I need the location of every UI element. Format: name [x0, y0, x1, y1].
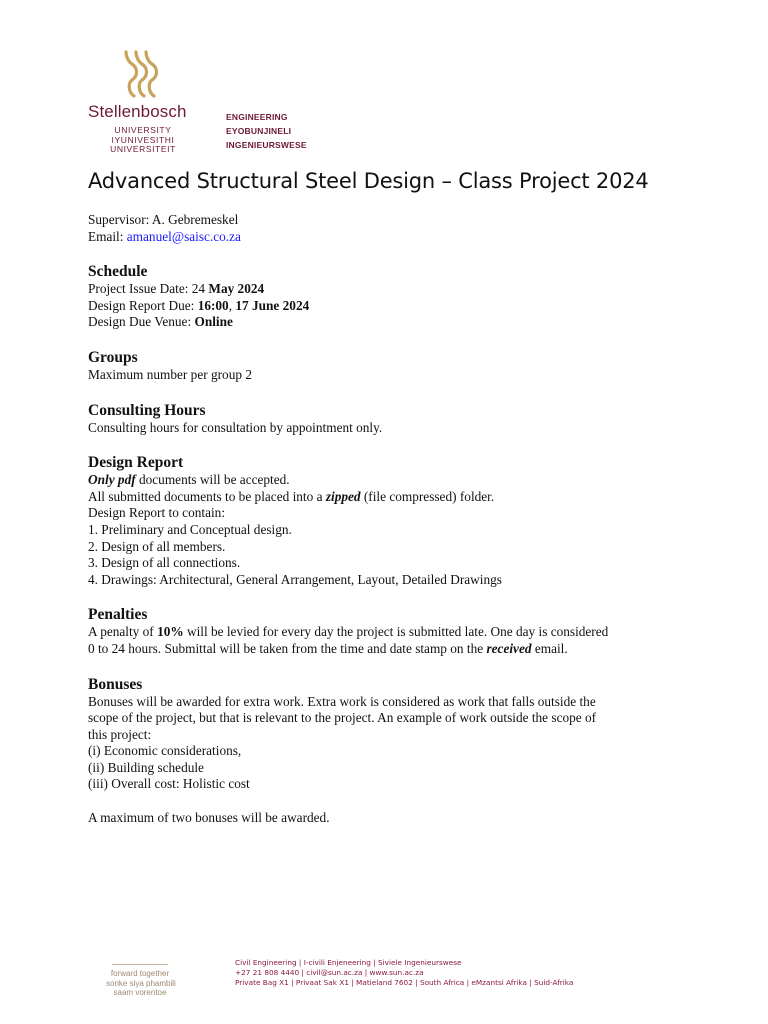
pdf-only-rest: documents will be accepted. — [135, 472, 290, 488]
supervisor-line: Supervisor: A. Gebremeskel — [88, 212, 239, 227]
faculty-afrikaans: INGENIEURSWESE — [226, 139, 307, 150]
bonus-line: scope of the project, but that is relevant to the project. An example of work outside the scope of — [88, 710, 597, 726]
issue-date-label: Project Issue Date: 24 — [88, 281, 209, 297]
motto-english: forward together — [110, 969, 170, 978]
zipped-post: (file compressed) folder. — [360, 488, 495, 504]
penalty-percent: 10% — [157, 624, 184, 640]
spacer — [88, 793, 688, 810]
venue-line — [88, 314, 688, 331]
list-item: 4. Drawings: Architectural, General Arrangement, Layout, Detailed Drawings — [88, 571, 502, 587]
received-emphasis: received — [486, 640, 532, 656]
email-line — [88, 229, 688, 246]
issue-date-value: May 2024 — [208, 281, 265, 297]
bonus-list-item: (i) Economic considerations, — [88, 743, 242, 759]
due-date-line — [88, 298, 688, 315]
bonuses-heading: Bonuses — [88, 675, 143, 693]
footer-department: Civil Engineering | I-civili Enjeneering | Siviele Ingenieurswese — [235, 958, 462, 967]
footer-phone-email: +27 21 808 4440 | civil@sun.ac.za | www.sun.ac.za — [235, 967, 424, 977]
venue-value: Online — [194, 314, 233, 330]
university-sub-xhosa: IYUNIVESITHI — [111, 134, 175, 145]
design-report-heading: Design Report — [88, 454, 184, 472]
issue-date-line — [88, 281, 688, 298]
university-subtitle — [88, 126, 198, 155]
penalty-line2-post: email. — [531, 640, 568, 656]
schedule-heading: Schedule — [88, 263, 148, 281]
due-date-label: Design Report Due: — [88, 297, 198, 313]
pdf-only-line — [88, 472, 688, 489]
email-link[interactable]: amanuel@saisc.co.za — [126, 228, 241, 244]
report-contents-intro: Design Report to contain: — [88, 505, 226, 521]
motto-xhosa: sonke siya phambili — [106, 978, 176, 988]
penalty-rest: will be levied for every day the project is submitted late. One day is considered — [183, 624, 609, 640]
document-body — [88, 212, 688, 827]
university-logo-icon — [120, 48, 160, 100]
footer-contact — [235, 958, 573, 987]
due-date-value: 17 June 2024 — [235, 297, 310, 313]
bonus-line: Bonuses will be awarded for extra work. Extra work is considered as work that falls outside the — [88, 693, 596, 709]
zipped-line — [88, 489, 688, 506]
penalty-line-1 — [88, 624, 688, 641]
motto-afrikaans: saam vorentoe — [113, 988, 167, 998]
bonus-line: this project: — [88, 726, 152, 742]
faculty-english: ENGINEERING — [226, 112, 288, 122]
due-separator: , — [228, 297, 236, 313]
list-item: 3. Design of all connections. — [88, 555, 241, 571]
university-name: Stellenbosch — [88, 102, 187, 121]
groups-text: Maximum number per group 2 — [88, 366, 252, 382]
bonus-closing: A maximum of two bonuses will be awarded. — [88, 810, 330, 826]
groups-heading: Groups — [88, 348, 138, 366]
footer-divider — [112, 964, 168, 965]
page-title: Advanced Structural Steel Design – Class Project 2024 — [88, 169, 649, 193]
university-sub-english: UNIVERSITY — [114, 125, 172, 135]
bonus-list-item: (ii) Building schedule — [88, 759, 204, 775]
penalty-line2-pre: 0 to 24 hours. Submittal will be taken from the time and date stamp on the — [88, 640, 487, 656]
zipped-pre: All submitted documents to be placed into a — [88, 488, 326, 504]
zipped-emphasis: zipped — [325, 488, 361, 504]
penalty-pre: A penalty of — [88, 624, 158, 640]
consulting-text: Consulting hours for consultation by appointment only. — [88, 419, 383, 435]
list-item: 1. Preliminary and Conceptual design. — [88, 521, 292, 537]
due-time-value: 16:00 — [197, 297, 229, 313]
email-label: Email: — [88, 228, 127, 244]
faculty-xhosa: EYOBUNJINELI — [226, 125, 292, 136]
faculty-name — [226, 111, 307, 152]
pdf-only-emphasis: Only pdf — [88, 472, 136, 488]
footer-motto — [106, 964, 174, 998]
university-sub-afrikaans: UNIVERSITEIT — [110, 144, 176, 155]
footer-address: Private Bag X1 | Privaat Sak X1 | Matieland 7602 | South Africa | eMzantsi Afrika | Suid-Afrika — [235, 977, 574, 987]
venue-label: Design Due Venue: — [88, 314, 195, 330]
list-item: 2. Design of all members. — [88, 538, 226, 554]
penalty-line-2 — [88, 641, 688, 658]
consulting-heading: Consulting Hours — [88, 401, 206, 419]
penalties-heading: Penalties — [88, 606, 148, 624]
bonus-list-item: (iii) Overall cost: Holistic cost — [88, 776, 250, 792]
